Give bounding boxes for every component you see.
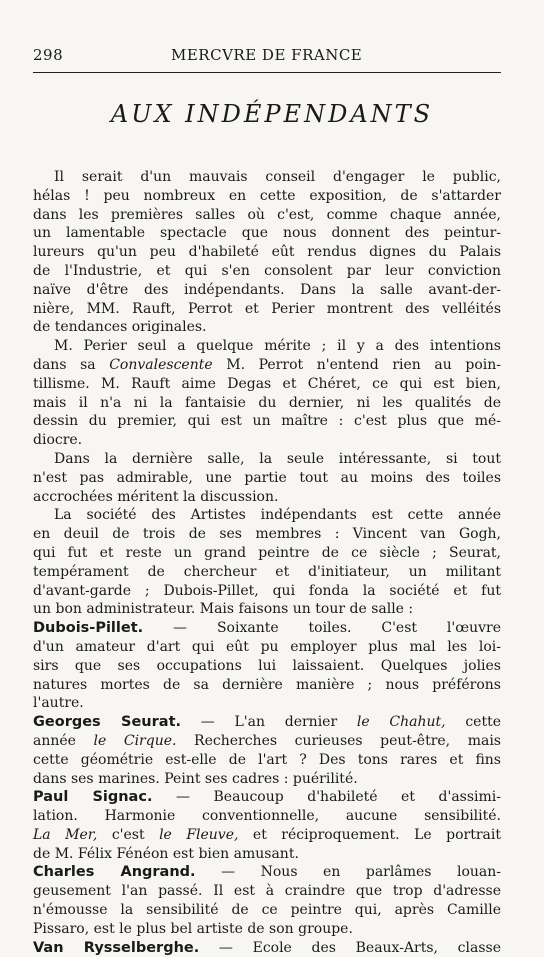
artist-name: Dubois-Pillet. <box>33 620 144 637</box>
text-line: mais il n'a ni la fantaisie du dernier, ni les qualités de <box>33 394 501 411</box>
text-line: dans les premières salles où c'est, comme chaque année, <box>33 206 501 223</box>
text-line: lation. Harmonie conventionnelle, aucune sensibilité. <box>33 808 501 825</box>
page-header <box>33 46 501 68</box>
text-line: Dans la dernière salle, la seule intéressante, si tout <box>54 450 501 467</box>
text-line: de M. Félix Fénéon est bien amusant. <box>33 845 299 862</box>
artwork-title: le Fleuve, <box>159 826 239 843</box>
text-line: tillisme. M. Rauft aime Degas et Chéret, ce qui est bien, <box>33 375 501 392</box>
text-line: n'émousse la sensibilité de ce peintre qui, après Camille <box>33 902 501 919</box>
text-line: dessin du premier, qui est un maître : c'est plus que mé- <box>33 413 501 430</box>
artist-name: Charles Angrand. <box>33 864 196 881</box>
article-title: AUX INDÉPENDANTS <box>110 100 434 128</box>
text-line: geusement l'an passé. Il est à craindre que trop d'adresse <box>33 883 501 900</box>
text-line: n'est pas admirable, une partie tout au moins des toiles <box>33 469 501 486</box>
text-line: Charles Angrand. — Nous en parlâmes louan- <box>33 864 501 881</box>
text-line: un lamentable spectacle que nous donnent des peintur- <box>33 225 501 242</box>
text-line: d'un amateur d'art qui eût pu employer plus mal les loi- <box>33 638 501 655</box>
text-line: année le Cirque. Recherches curieuses peut-être, mais <box>33 732 501 749</box>
text-line: de tendances originales. <box>33 319 207 336</box>
text-line: tempérament de chercheur et d'initiateur, un militant <box>33 563 501 580</box>
text-line: l'autre. <box>33 695 84 712</box>
artist-name: Georges Seurat. <box>33 714 182 731</box>
running-title: MERCVRE DE FRANCE <box>171 46 363 64</box>
text-line: La Mer, c'est le Fleuve, et réciproquement. Le portrait <box>33 826 501 843</box>
text-line: sirs que ses occupations lui laissaient. Quelques jolies <box>33 657 501 674</box>
text-line: nière, MM. Rauft, Perrot et Perier montrent des velléités <box>33 300 501 317</box>
text-line: La société des Artistes indépendants est cette année <box>54 507 501 524</box>
artwork-title: La Mer, <box>33 826 98 843</box>
text-line: d'avant-garde ; Dubois-Pillet, qui fonda la société et fut <box>33 582 501 599</box>
text-line: Il serait d'un mauvais conseil d'engager le public, <box>54 169 501 185</box>
text-line: un bon administrateur. Mais faisons un tour de salle : <box>33 601 414 618</box>
text-line: dans sa Convalescente M. Perrot n'entend rien au poin- <box>33 356 501 373</box>
text-line: en deuil de trois de ses membres : Vincent van Gogh, <box>33 526 501 543</box>
text-line: accrochées méritent la discussion. <box>33 488 279 505</box>
page-number: 298 <box>33 46 64 64</box>
text-line: de l'Industrie, et qui s'en consolent par leur conviction <box>33 262 501 279</box>
text-line: Pissaro, est le plus bel artiste de son groupe. <box>33 920 353 937</box>
text-line: qui fut et reste un grand peintre de ce siècle ; Seurat, <box>33 544 501 561</box>
text-line: cette géométrie est-elle de l'art ? Des tons rares et fins <box>33 751 501 768</box>
text-line: hélas ! peu nombreux en cette exposition, de s'attarder <box>33 187 501 204</box>
text-line: Paul Signac. — Beaucoup d'habileté et d'assimi- <box>33 789 501 806</box>
text-line: Van Rysselberghe. — Ecole des Beaux-Arts, classe <box>33 939 501 956</box>
artwork-title: le Chahut, <box>356 714 446 731</box>
text-line: M. Perier seul a quelque mérite ; il y a des intentions <box>54 338 501 355</box>
article-body <box>33 168 501 957</box>
text-line: dans ses marines. Peint ses cadres : puérilité. <box>33 770 358 787</box>
text-line: diocre. <box>33 432 83 449</box>
header-rule <box>33 72 501 73</box>
artwork-title: le Cirque. <box>93 732 177 749</box>
artist-name: Paul Signac. <box>33 789 153 806</box>
text-line: naïve d'être des indépendants. Dans la salle avant-der- <box>33 281 501 298</box>
text-line: Dubois-Pillet. — Soixante toiles. C'est l'œuvre <box>33 620 501 637</box>
text-line: natures mortes de sa dernière manière ; nous préférons <box>33 676 501 693</box>
text-line: Georges Seurat. — L'an dernier le Chahut, cette <box>33 714 501 731</box>
artwork-title: Convalescente <box>109 356 213 373</box>
text-line: lureurs qu'un peu d'habileté eût rendus dignes du Palais <box>33 244 501 261</box>
artist-name: Van Rysselberghe. <box>33 939 200 956</box>
